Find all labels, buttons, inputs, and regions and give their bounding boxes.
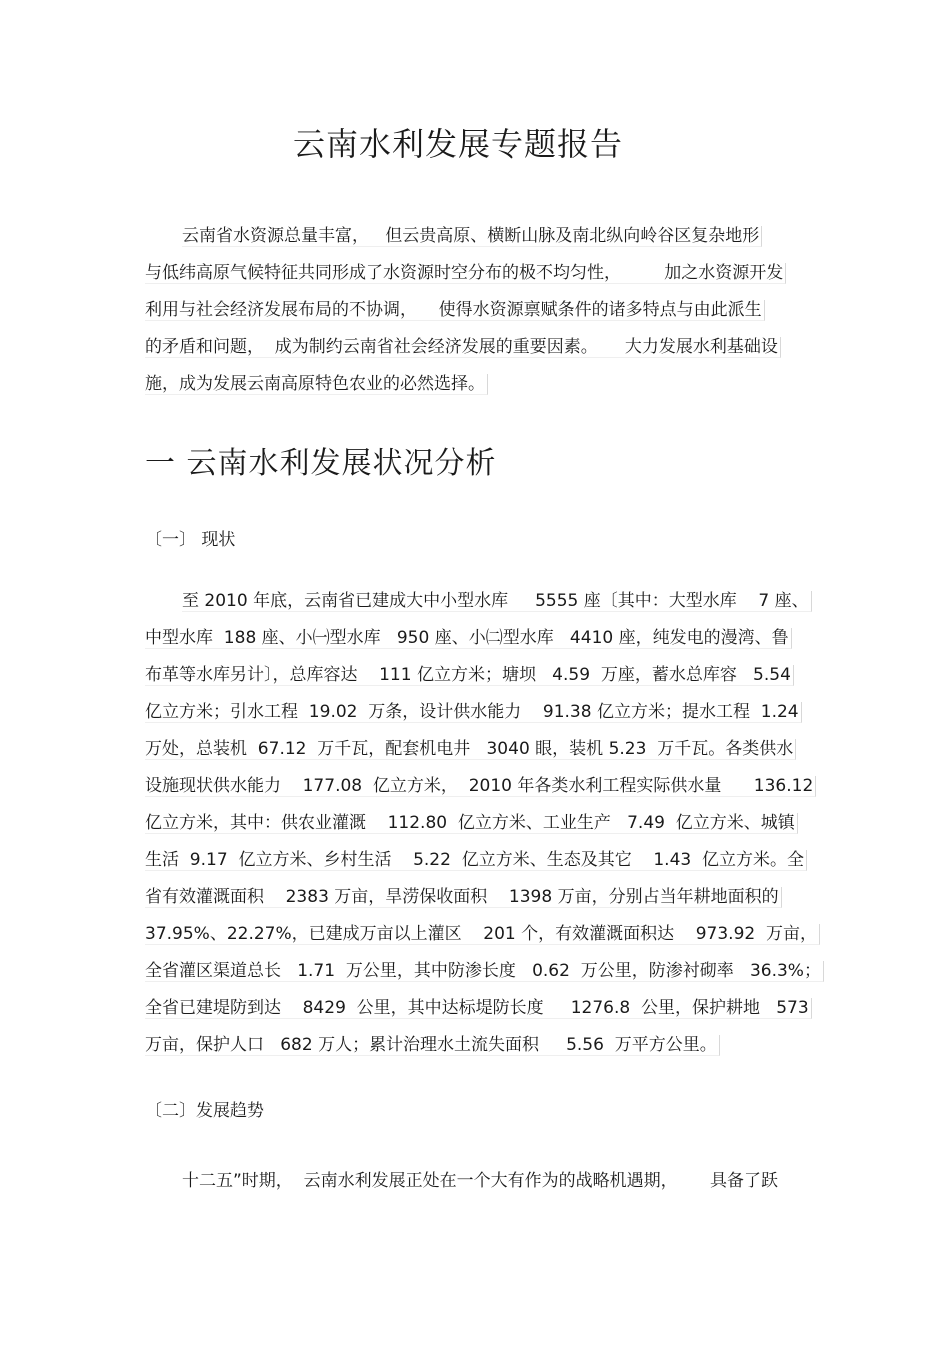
- document-title: 云南水利发展专题报告: [292, 125, 623, 163]
- status-line: 布革等水库另计〕，总库容达 111 亿立方米；塘坝 4.59 万座，蓄水总库容 5.54: [145, 657, 807, 694]
- section-heading: 一 云南水利发展状况分析: [145, 446, 497, 481]
- status-line: 亿立方米；引水工程 19.02 万条，设计供水能力 91.38 亿立方米；提水工程 1.24: [145, 694, 807, 731]
- status-line: 设施现状供水能力 177.08 亿立方米， 2010 年各类水利工程实际供水量 136.12: [145, 768, 807, 805]
- intro-line: 云南省水资源总量丰富， 但云贵高原、横断山脉及南北纵向岭谷区复杂地形: [145, 218, 807, 255]
- status-line: 全省已建堤防到达 8429 公里，其中达标堤防长度 1276.8 公里，保护耕地 573: [145, 990, 807, 1027]
- status-line: 中型水库 188 座、小㈠型水库 950 座、小㈡型水库 4410 座，纯发电的漫湾、鲁: [145, 620, 807, 657]
- subsection-heading-trend: 〔二〕发展趋势: [145, 1101, 264, 1121]
- intro-line: 利用与社会经济发展布局的不协调， 使得水资源禀赋条件的诸多特点与由此派生: [145, 292, 807, 329]
- status-line: 万处，总装机 67.12 万千瓦，配套机电井 3040 眼，装机 5.23 万千瓦。各类供水: [145, 731, 807, 768]
- status-line: 生活 9.17 亿立方米、乡村生活 5.22 亿立方米、生态及其它 1.43 亿立方米。全: [145, 842, 807, 879]
- status-paragraph: [145, 583, 821, 1064]
- intro-line: 的矛盾和问题， 成为制约云南省社会经济发展的重要因素。 大力发展水利基础设: [145, 329, 807, 366]
- status-line: 万亩，保护人口 682 万人；累计治理水土流失面积 5.56 万平方公里。: [145, 1027, 807, 1064]
- intro-line: 与低纬高原气候特征共同形成了水资源时空分布的极不均匀性， 加之水资源开发: [145, 255, 807, 292]
- intro-paragraph: [145, 218, 807, 403]
- status-line: 省有效灌溉面积 2383 万亩，旱涝保收面积 1398 万亩，分别占当年耕地面积的: [145, 879, 807, 916]
- trend-paragraph: [145, 1163, 807, 1200]
- trend-line: 十二五”时期， 云南水利发展正处在一个大有作为的战略机遇期， 具备了跃: [182, 1171, 779, 1191]
- status-line: 至 2010 年底，云南省已建成大中小型水库 5555 座〔其中：大型水库 7 座、: [145, 583, 807, 620]
- intro-line: 施，成为发展云南高原特色农业的必然选择。: [145, 366, 807, 403]
- status-line: 亿立方米，其中：供农业灌溉 112.80 亿立方米、工业生产 7.49 亿立方米、城镇: [145, 805, 807, 842]
- status-line: 37.95%、22.27%，已建成万亩以上灌区 201 个，有效灌溉面积达 973.92 万亩，: [145, 916, 807, 953]
- subsection-heading-status: 〔一〕 现状: [145, 530, 236, 550]
- status-line: 全省灌区渠道总长 1.71 万公里，其中防渗长度 0.62 万公里，防渗衬砌率 36.3%；: [145, 953, 807, 990]
